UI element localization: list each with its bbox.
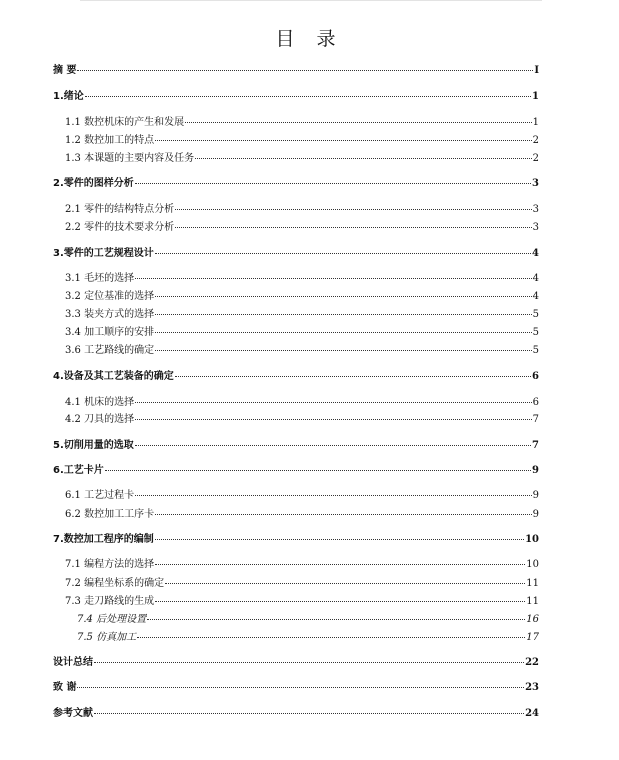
toc-entry-page-number: 5 [532,309,539,320]
toc-entry-page-number: 9 [532,465,539,476]
toc-entry[interactable] [53,656,539,670]
dot-leader [155,601,525,602]
toc-entry-label: 7.4 后处理设置 [77,614,147,625]
toc-entry-label: 6.2 数控加工工序卡 [65,509,155,520]
toc-entry-page-number: 10 [526,559,539,570]
dot-leader [165,583,525,584]
dot-leader [155,296,532,297]
dot-leader [155,140,532,141]
toc-entry[interactable] [53,681,539,695]
toc-entry[interactable] [65,595,539,609]
dot-leader [94,713,524,714]
toc-entry-label: 4.2 刀具的选择 [65,414,135,425]
toc-entry-label: 7.2 编程坐标系的确定 [65,578,165,589]
toc-entry[interactable] [65,116,539,130]
toc-entry[interactable] [53,247,539,261]
toc-entry-page-number: 24 [525,708,539,719]
toc-entry-page-number: I [534,65,539,76]
toc-entry-page-number: 22 [525,657,539,668]
toc-entry[interactable] [53,707,539,721]
toc-entry-page-number: 11 [526,578,539,589]
toc-entry-label: 7.数控加工程序的编制 [53,534,154,545]
toc-entry-label: 参考文献 [53,708,93,719]
dot-leader [185,122,532,123]
toc-entry-label: 4.1 机床的选择 [65,397,135,408]
toc-entry-label: 1.绪论 [53,91,84,102]
dot-leader [135,445,531,446]
toc-entry-label: 4.设备及其工艺装备的确定 [53,371,174,382]
toc-entry-page-number: 1 [532,117,539,128]
toc-entry-page-number: 11 [526,596,539,607]
dot-leader [155,350,532,351]
toc-entry-page-number: 3 [532,204,539,215]
toc-entry[interactable] [53,64,539,78]
dot-leader [77,687,524,688]
dot-leader [155,314,532,315]
dot-leader [135,278,532,279]
toc-entry-page-number: 1 [532,91,539,102]
dot-leader [135,495,532,496]
toc-entry-page-number: 6 [532,397,539,408]
dot-leader [155,253,531,254]
toc-entry[interactable] [65,134,539,148]
toc-entry-label: 3.2 定位基准的选择 [65,291,155,302]
toc-entry[interactable] [53,533,539,547]
toc-entry-page-number: 17 [526,632,539,643]
dot-leader [135,183,531,184]
toc-entry[interactable] [65,396,539,410]
toc-entry-label: 3.3 装夹方式的选择 [65,309,155,320]
toc-entry-label: 2.零件的图样分析 [53,178,134,189]
toc-entry-label: 3.1 毛坯的选择 [65,273,135,284]
toc-entry-page-number: 23 [525,682,539,693]
page-top-rule [80,0,542,1]
toc-entry-label: 6.1 工艺过程卡 [65,490,135,501]
toc-entry-page-number: 9 [532,509,539,520]
dot-leader [155,564,525,565]
toc-entry[interactable] [65,272,539,286]
toc-entry-page-number: 4 [532,273,539,284]
toc-entry[interactable] [65,413,539,427]
toc-entry[interactable] [53,439,539,453]
dot-leader [155,332,532,333]
toc-entry-label: 致 谢 [53,682,77,693]
toc-entry-page-number: 2 [532,153,539,164]
toc-entry-page-number: 7 [532,440,539,451]
dot-leader [137,637,525,638]
toc-entry[interactable] [53,370,539,384]
toc-entry[interactable] [53,464,539,478]
toc-entry[interactable] [65,558,539,572]
toc-entry[interactable] [65,221,539,235]
toc-entry-page-number: 16 [526,614,539,625]
dot-leader [77,70,533,71]
toc-entry-label: 摘 要 [53,65,77,76]
toc-entry[interactable] [77,631,539,645]
toc-entry[interactable] [65,203,539,217]
dot-leader [147,619,525,620]
toc-entry[interactable] [65,577,539,591]
toc-entry-page-number: 4 [532,291,539,302]
toc-entry-label: 6.工艺卡片 [53,465,104,476]
toc-entry[interactable] [65,489,539,503]
toc-entry-page-number: 6 [532,371,539,382]
toc-entry-page-number: 3 [532,178,539,189]
toc-entry-label: 1.2 数控加工的特点 [65,135,155,146]
dot-leader [175,227,532,228]
toc-entry-label: 设计总结 [53,657,93,668]
toc-entry-label: 1.1 数控机床的产生和发展 [65,117,185,128]
toc-entry[interactable] [65,308,539,322]
toc-entry-label: 1.3 本课题的主要内容及任务 [65,153,195,164]
toc-entry[interactable] [65,290,539,304]
toc-entry[interactable] [53,90,539,104]
dot-leader [175,209,532,210]
dot-leader [85,96,531,97]
toc-entry[interactable] [65,344,539,358]
dot-leader [135,419,532,420]
toc-entry-label: 2.1 零件的结构特点分析 [65,204,175,215]
toc-title: 目 录 [275,28,344,50]
dot-leader [94,662,524,663]
toc-entry-page-number: 7 [532,414,539,425]
toc-entry-page-number: 4 [532,248,539,259]
toc-entry-label: 3.6 工艺路线的确定 [65,345,155,356]
dot-leader [195,158,532,159]
dot-leader [105,470,531,471]
toc-entry-page-number: 5 [532,345,539,356]
toc-entry-page-number: 3 [532,222,539,233]
toc-entry-page-number: 5 [532,327,539,338]
toc-entry[interactable] [65,152,539,166]
dot-leader [155,514,532,515]
toc-entry[interactable] [77,613,539,627]
toc-entry[interactable] [65,508,539,522]
toc-entry-label: 3.零件的工艺规程设计 [53,248,154,259]
toc-entry-label: 2.2 零件的技术要求分析 [65,222,175,233]
dot-leader [175,376,531,377]
toc-entry-label: 5.切削用量的选取 [53,440,134,451]
toc-entry-label: 7.1 编程方法的选择 [65,559,155,570]
toc-entry-page-number: 10 [525,534,539,545]
toc-entry-page-number: 9 [532,490,539,501]
toc-entry-label: 3.4 加工顺序的安排 [65,327,155,338]
toc-entry[interactable] [65,326,539,340]
toc-entry-label: 7.3 走刀路线的生成 [65,596,155,607]
toc-entry-page-number: 2 [532,135,539,146]
toc-entry[interactable] [53,177,539,191]
dot-leader [135,402,532,403]
toc-entry-label: 7.5 仿真加工 [77,632,137,643]
dot-leader [155,539,524,540]
